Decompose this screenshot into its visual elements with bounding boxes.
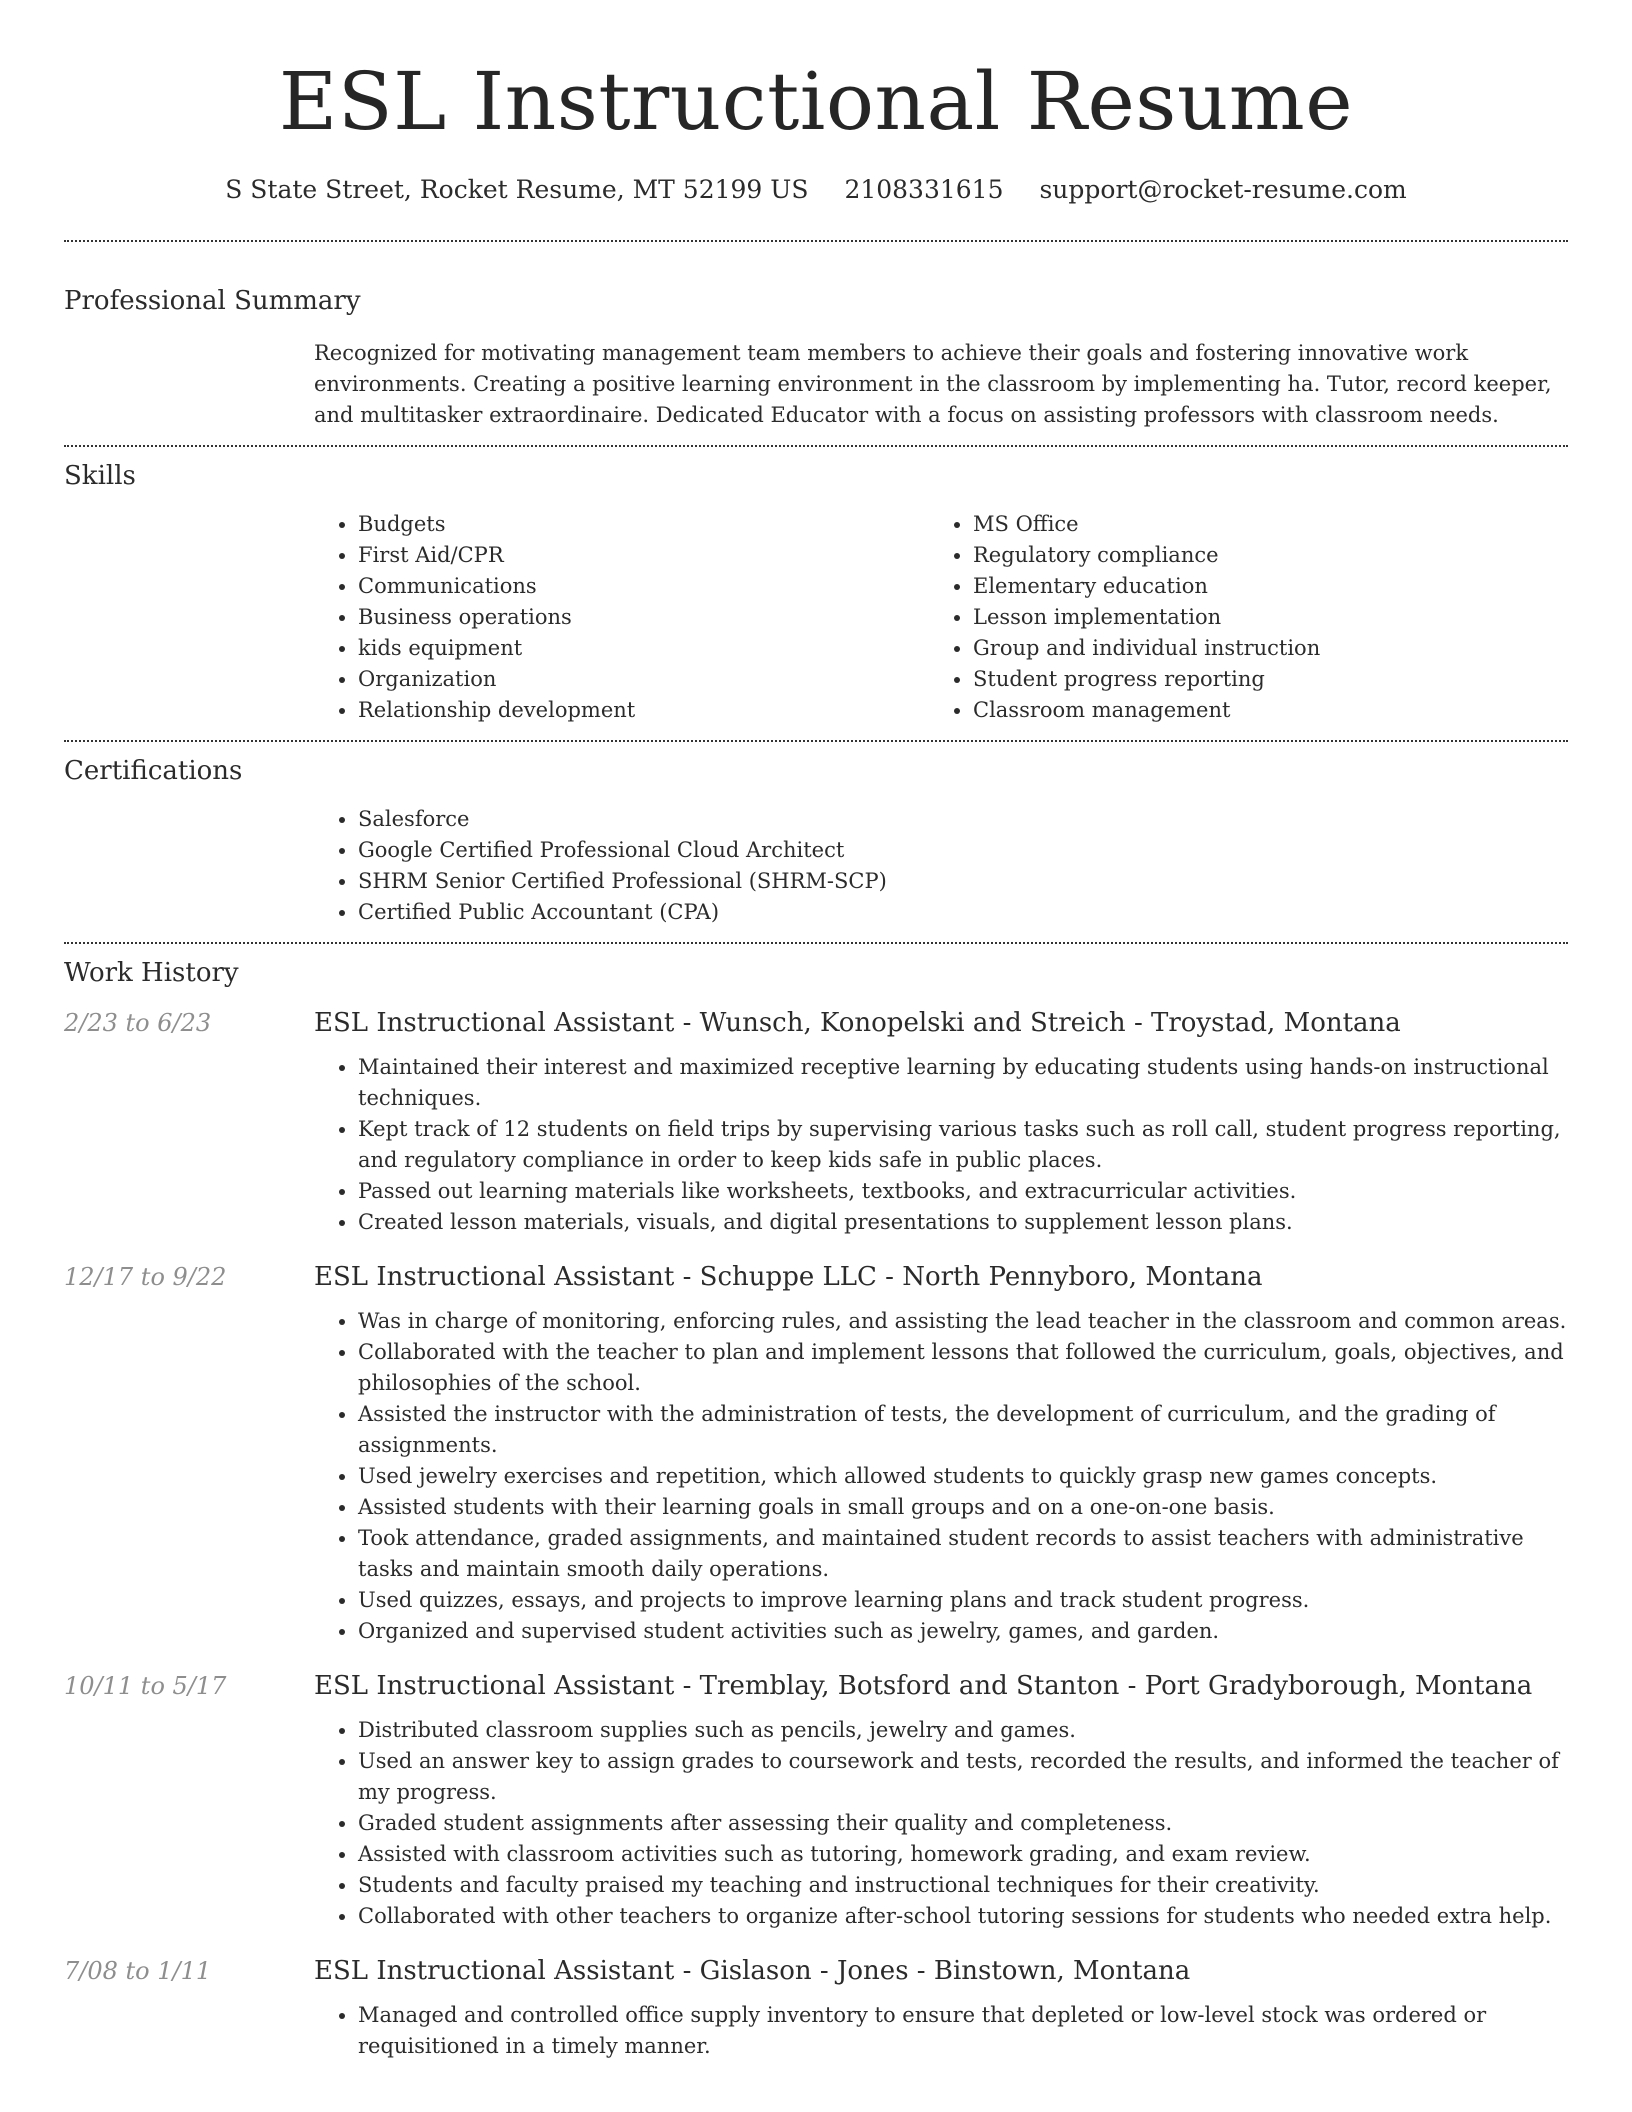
job-bullet: • Assisted students with their learning goals in small groups and on a one-on-one basis. [358, 1492, 1568, 1523]
skill-item: • Group and individual instruction [973, 633, 1568, 664]
job-dates: 7/08 to 1/11 [64, 1957, 212, 1985]
job-header [64, 1954, 1568, 1988]
certifications-list [314, 804, 1568, 928]
job-bullet: • Managed and controlled office supply inventory to ensure that depleted or low-level stock was ordered or requisitioned in a timely manner. [358, 2000, 1568, 2062]
job-dates: 10/11 to 5/17 [64, 1672, 227, 1700]
job-bullets [314, 1052, 1568, 1238]
contact-email: support@rocket-resume.com [1039, 175, 1407, 204]
skill-item: • MS Office [973, 509, 1568, 540]
job-bullet: • Assisted the instructor with the administration of tests, the development of curriculum, and the grading of assignments. [358, 1399, 1568, 1461]
job-entry [64, 1954, 1568, 2062]
section-title-certifications: Certifications [64, 756, 243, 786]
skills-list-left [314, 509, 929, 726]
skill-item: • kids equipment [358, 633, 929, 664]
job-entry [64, 1006, 1568, 1238]
job-header [64, 1260, 1568, 1294]
contact-address: S State Street, Rocket Resume, MT 52199 US [225, 175, 809, 204]
skill-item: • Budgets [358, 509, 929, 540]
contact-line [64, 172, 1568, 208]
certification-item: • Certified Public Accountant (CPA) [358, 897, 1568, 928]
resume-title: ESL Instructional Resume [278, 55, 1354, 148]
skill-item: • Student progress reporting [973, 664, 1568, 695]
skill-item: • First Aid/CPR [358, 540, 929, 571]
skill-item: • Lesson implementation [973, 602, 1568, 633]
job-title: ESL Instructional Assistant - Tremblay, Botsford and Stanton - Port Gradyborough, Montana [314, 1671, 1533, 1701]
job-bullets [314, 2000, 1568, 2062]
job-bullet: • Used an answer key to assign grades to coursework and tests, recorded the results, and informed the teacher of my progress. [358, 1746, 1568, 1808]
professional-summary-section [64, 242, 1568, 445]
job-header [64, 1006, 1568, 1040]
skill-item: • Relationship development [358, 695, 929, 726]
job-bullet: • Used quizzes, essays, and projects to improve learning plans and track student progress. [358, 1585, 1568, 1616]
certification-item: • Salesforce [358, 804, 1568, 835]
job-bullets [314, 1306, 1568, 1647]
skill-item: • Organization [358, 664, 929, 695]
skills-list-right [929, 509, 1568, 726]
skill-item: • Elementary education [973, 571, 1568, 602]
job-bullet: • Assisted with classroom activities such as tutoring, homework grading, and exam review. [358, 1839, 1568, 1870]
skill-item: • Classroom management [973, 695, 1568, 726]
certifications-body [314, 804, 1568, 928]
job-dates: 2/23 to 6/23 [64, 1009, 212, 1037]
section-title-work-history: Work History [64, 958, 239, 988]
job-bullets [314, 1715, 1568, 1932]
job-bullet: • Was in charge of monitoring, enforcing rules, and assisting the lead teacher in the classroom and common areas. [358, 1306, 1568, 1337]
job-entry [64, 1669, 1568, 1932]
job-dates: 12/17 to 9/22 [64, 1263, 227, 1291]
job-bullet: • Graded student assignments after assessing their quality and completeness. [358, 1808, 1568, 1839]
job-bullet: • Maintained their interest and maximized receptive learning by educating students using hands-on instructional techniques. [358, 1052, 1568, 1114]
contact-phone: 2108331615 [844, 175, 1004, 204]
certification-item: • Google Certified Professional Cloud Architect [358, 835, 1568, 866]
skills-section [64, 447, 1568, 740]
job-bullet: • Collaborated with other teachers to organize after-school tutoring sessions for students who needed extra help. [358, 1901, 1568, 1932]
section-title-skills: Skills [64, 461, 136, 491]
job-bullet: • Passed out learning materials like worksheets, textbooks, and extracurricular activities. [358, 1176, 1568, 1207]
job-title: ESL Instructional Assistant - Wunsch, Konopelski and Streich - Troystad, Montana [314, 1008, 1401, 1038]
job-bullet: • Distributed classroom supplies such as pencils, jewelry and games. [358, 1715, 1568, 1746]
certifications-section [64, 742, 1568, 942]
job-bullet: • Took attendance, graded assignments, and maintained student records to assist teachers with administrative tasks and maintain smooth daily operations. [358, 1523, 1568, 1585]
section-title-summary: Professional Summary [64, 286, 361, 316]
job-entry [64, 1260, 1568, 1647]
certification-item: • SHRM Senior Certified Professional (SHRM-SCP) [358, 866, 1568, 897]
job-title: ESL Instructional Assistant - Gislason - Jones - Binstown, Montana [314, 1956, 1191, 1986]
job-bullet: • Created lesson materials, visuals, and digital presentations to supplement lesson plans. [358, 1207, 1568, 1238]
job-bullet: • Organized and supervised student activities such as jewelry, games, and garden. [358, 1616, 1568, 1647]
skill-item: • Communications [358, 571, 929, 602]
job-header [64, 1669, 1568, 1703]
job-bullet: • Students and faculty praised my teaching and instructional techniques for their creativity. [358, 1870, 1568, 1901]
job-bullet: • Kept track of 12 students on field trips by supervising various tasks such as roll call, student progress reporting, and regulatory compliance in order to keep kids safe in public places. [358, 1114, 1568, 1176]
work-history-section [64, 944, 1568, 2076]
job-bullet: • Collaborated with the teacher to plan and implement lessons that followed the curriculum, goals, objectives, and philosophies of the school. [358, 1337, 1568, 1399]
job-bullet: • Used jewelry exercises and repetition, which allowed students to quickly grasp new games concepts. [358, 1461, 1568, 1492]
skills-grid [314, 509, 1568, 726]
summary-text: Recognized for motivating management team members to achieve their goals and fostering innovative work environments. Creating a positive learning environment in the classroom by implementing ha. Tutor, record keeper, and multitasker extraordinaire. Dedicated Educator with a focus on assisting professors with classroom needs. [314, 341, 1552, 427]
job-title: ESL Instructional Assistant - Schuppe LLC - North Pennyboro, Montana [314, 1262, 1263, 1292]
skill-item: • Business operations [358, 602, 929, 633]
skill-item: • Regulatory compliance [973, 540, 1568, 571]
